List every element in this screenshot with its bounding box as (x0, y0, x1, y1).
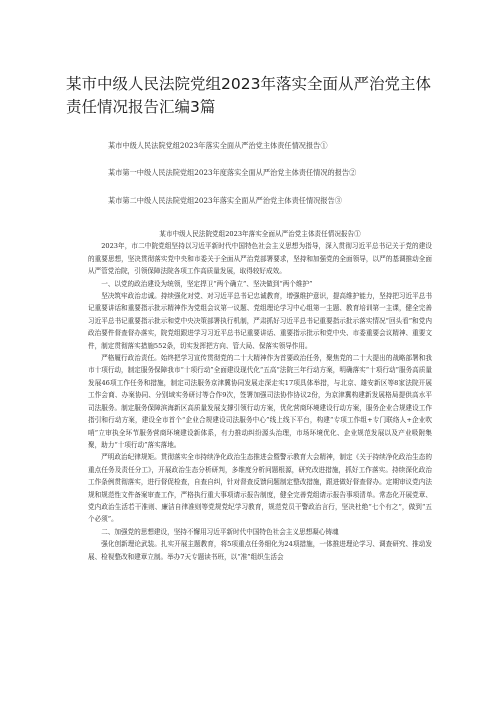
toc-item-1[interactable]: 某市中级人民法院党组2023年落实全面从严治党主体责任情况报告① (108, 141, 328, 150)
toc-item-2[interactable]: 某市第一中级人民法院党组2023年度落实全面从严治党主体责任情况的报告② (108, 168, 357, 177)
body-paragraph: 坚决筑牢政治忠诚。持续强化对党、对习近平总书记忠诚教育，增强维护意识，提高维护能力，坚持把习近平总书记重要讲话和重要指示批示精神作为党组会议第一议题、党组理论学习中心组第一主题、教育培训第一主课，健全完善习近平总书记重要指示批示和党中央决策部署执行机制，严肃抓好习近平总书记重要指示批示落实情况“回头看”和党内政治要件督查督办落实，院党组跟进学习习近平总书记重要讲话、重要指示批示和党中央、市委重要会议精神、重要文件，制定贯彻落实措施552条，切实发挥把方向、管大局、保落实领导作用。 (88, 292, 432, 350)
toc-item-3[interactable]: 某市第二中级人民法院党组2023年落实全面从严治党主体责任情况报告③ (108, 196, 342, 205)
section-subheading: 二、加强党的思想建设，坚持不懈用习近平新时代中国特色社会主义思想凝心铸魂 (101, 527, 339, 536)
section-subheading: 一、以党的政治建设为统领，坚定捍卫“两个确立”、坚决做到“两个维护” (101, 279, 313, 288)
document-title: 某市中级人民法院党组2023年落实全面从严治党主体责任情况报告汇编3篇 (66, 75, 431, 116)
body-paragraph: 强化创新理论武装。扎实开展主题教育，将5项重点任务细化为24项措施，一体推进理论学习、调查研究、推动发展、检视整改和建章立制。举办7天专题读书班，以“准”组织生活会 (88, 540, 432, 561)
document-body (88, 228, 432, 563)
body-paragraph: 2023年，市二中院党组坚持以习近平新时代中国特色社会主义思想为指导，深入贯彻习近平总书记关于党的建设的重要思想，坚决贯彻落实党中央和市委关于全面从严治党部署要求，坚持和加强党的全面领导，以严的基调推动全面从严管党治院，引领保障法院各项工作高质量发展，取得较好成效。 (88, 242, 432, 276)
section-heading: 某市中级人民法院党组2023年落实全面从严治党主体责任情况报告① (159, 230, 361, 238)
body-paragraph: 严格履行政治责任。始终把学习宣传贯彻党的二十大精神作为首要政治任务，聚焦党的二十大提出的战略部署和我市十项行动，制定服务保障我市“十项行动”全面建设现代化“五高”法院三年行动方案，明确落实“十项行动”服务高质量发展46项工作任务和措施，制定司法服务京津冀协同发展走深走实17项具体举措，与北京、雄安新区等8家法院开展工作会商、办案协同、分别域实务研讨等合作9次，签署加强司法协作协议2份，为京津冀构建新发展格局提供高水平司法服务。制定服务保障滨海新区高质量发展支撑引领行动方案，优化营商环境建设行动方案，服务企业合规建设工作指引和行动方案，建设全市首个“企业合规建设司法服务中心”线上线下平台，构建“专项工作组+专门联络人+企业吹哨”立审执全环节服务营商环境建设新体系，有力推动纠纷源头治理，市场环境优化、企业规范发展以及产业吸附集聚，助力“十项行动”落实落地。 (88, 354, 432, 449)
body-paragraph: 严明政治纪律规矩。贯彻落实全市持续净化政治生态推进会暨警示教育大会精神，制定《关于持续净化政治生态的重点任务及责任分工》，开展政治生态分析研判，多维度分析问题根源，研究改进措施，抓好工作落实。持续深化政治工作条例贯彻落实，进行督促检查，自查自纠，针对督查反馈问题制定整改措施，跟进做好督查督办。定期审议党内法规和规范性文件备案审查工作，严格执行重大事项请示报告制度，健全完善党组请示报告事项清单。常态化开展党章、党内政治生活若干准则、廉洁自律准则等党规党纪学习教育，规范党员干警政治言行，坚决杜绝“七个有之”，做到“五个必须”。 (88, 453, 432, 524)
